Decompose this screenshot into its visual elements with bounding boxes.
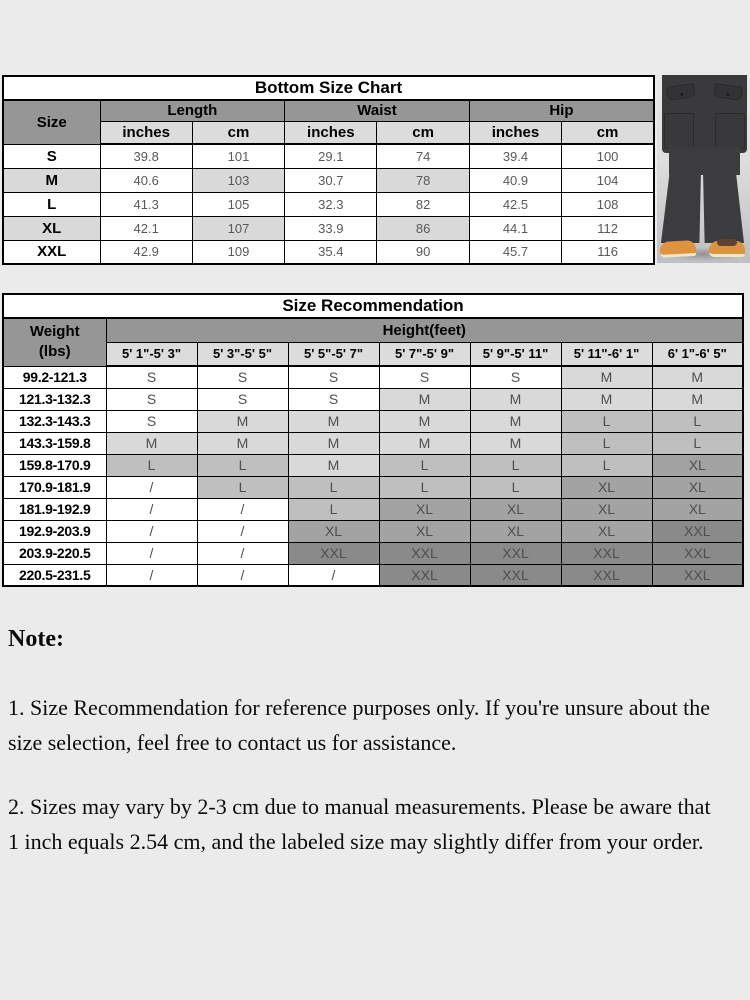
recommendation-cell: XXL bbox=[379, 564, 470, 586]
note-item-2: 2. Sizes may vary by 2-3 cm due to manual measurements. Please be aware that 1 inch equals 2.54 cm, and the labeled size may slightly differ from your order. bbox=[8, 794, 711, 854]
recommendation-cell: M bbox=[652, 388, 743, 410]
recommendation-cell: S bbox=[106, 388, 197, 410]
recommendation-cell: XL bbox=[652, 498, 743, 520]
table-row bbox=[3, 366, 743, 388]
measurement-cell: 39.8 bbox=[100, 144, 192, 168]
recommendation-cell: L bbox=[652, 410, 743, 432]
size-recommendation-section bbox=[2, 293, 744, 587]
recommendation-cell: M bbox=[561, 366, 652, 388]
bottom-size-chart-table bbox=[2, 75, 655, 265]
measurement-cell: 39.4 bbox=[469, 144, 561, 168]
recommendation-cell: S bbox=[288, 388, 379, 410]
measurement-cell: 90 bbox=[377, 240, 469, 264]
recommendation-cell: S bbox=[106, 366, 197, 388]
recommendation-cell: XL bbox=[379, 498, 470, 520]
recommendation-cell: S bbox=[197, 366, 288, 388]
recommendation-cell: M bbox=[470, 410, 561, 432]
height-header: Height(feet) bbox=[106, 318, 743, 342]
measurement-cell: 40.9 bbox=[469, 168, 561, 192]
recommendation-cell: M bbox=[288, 454, 379, 476]
jacket bbox=[662, 75, 747, 153]
recommendation-cell: XXL bbox=[561, 542, 652, 564]
recommendation-cell: XXL bbox=[561, 564, 652, 586]
jacket-pocket-flap-left bbox=[666, 83, 696, 101]
recommendation-cell: / bbox=[106, 542, 197, 564]
size-recommendation-title: Size Recommendation bbox=[3, 294, 743, 318]
table-row bbox=[3, 498, 743, 520]
measurement-cell: 32.3 bbox=[285, 192, 377, 216]
waist-group-header: Waist bbox=[285, 100, 470, 121]
table-row bbox=[3, 476, 743, 498]
recommendation-cell: XXL bbox=[379, 542, 470, 564]
measurement-cell: 82 bbox=[377, 192, 469, 216]
measurement-cell: 100 bbox=[562, 144, 654, 168]
weight-cell: 99.2-121.3 bbox=[3, 366, 106, 388]
recommendation-cell: S bbox=[379, 366, 470, 388]
measurement-cell: 45.7 bbox=[469, 240, 561, 264]
measurement-cell: 112 bbox=[562, 216, 654, 240]
measurement-cell: 109 bbox=[192, 240, 284, 264]
height-range-header: 6' 1"-6' 5" bbox=[652, 342, 743, 366]
notes-section bbox=[8, 626, 724, 859]
bottom-size-chart-title: Bottom Size Chart bbox=[3, 76, 654, 100]
recommendation-cell: XXL bbox=[652, 542, 743, 564]
height-range-row bbox=[3, 342, 743, 366]
recommendation-cell: / bbox=[106, 520, 197, 542]
table-title-row bbox=[3, 294, 743, 318]
recommendation-cell: S bbox=[288, 366, 379, 388]
measurement-cell: 35.4 bbox=[285, 240, 377, 264]
weight-cell: 121.3-132.3 bbox=[3, 388, 106, 410]
cargo-pocket-right bbox=[715, 113, 745, 149]
table-header-row bbox=[3, 318, 743, 342]
measurement-cell: 116 bbox=[562, 240, 654, 264]
weight-cell: 143.3-159.8 bbox=[3, 432, 106, 454]
recommendation-cell: M bbox=[288, 432, 379, 454]
height-range-header: 5' 9"-5' 11" bbox=[470, 342, 561, 366]
recommendation-cell: XL bbox=[561, 520, 652, 542]
shoe-right bbox=[709, 241, 745, 257]
jacket-pocket-flap-right bbox=[713, 83, 743, 101]
weight-cell: 170.9-181.9 bbox=[3, 476, 106, 498]
measurement-cell: 74 bbox=[377, 144, 469, 168]
note-item-1: 1. Size Recommendation for reference purposes only. If you're unsure about the size selection, feel free to contact us for assistance. bbox=[8, 695, 711, 755]
recommendation-cell: S bbox=[197, 388, 288, 410]
measurement-cell: 105 bbox=[192, 192, 284, 216]
recommendation-cell: L bbox=[470, 454, 561, 476]
recommendation-cell: / bbox=[197, 520, 288, 542]
recommendation-cell: XL bbox=[470, 520, 561, 542]
recommendation-cell: L bbox=[470, 476, 561, 498]
bottom-size-chart-section bbox=[2, 75, 655, 265]
unit-header-row bbox=[3, 121, 654, 144]
unit-header: cm bbox=[377, 121, 469, 144]
recommendation-cell: M bbox=[288, 410, 379, 432]
table-title-row bbox=[3, 76, 654, 100]
recommendation-cell: M bbox=[379, 432, 470, 454]
unit-header: inches bbox=[100, 121, 192, 144]
measurement-cell: 40.6 bbox=[100, 168, 192, 192]
recommendation-cell: XL bbox=[652, 476, 743, 498]
recommendation-cell: S bbox=[470, 366, 561, 388]
recommendation-cell: L bbox=[379, 476, 470, 498]
measurement-cell: 103 bbox=[192, 168, 284, 192]
recommendation-cell: M bbox=[470, 388, 561, 410]
shoe-lace bbox=[717, 239, 737, 246]
table-header-row bbox=[3, 100, 654, 121]
size-cell: S bbox=[3, 144, 100, 168]
measurement-cell: 108 bbox=[562, 192, 654, 216]
recommendation-cell: L bbox=[561, 410, 652, 432]
table-row bbox=[3, 432, 743, 454]
table-row bbox=[3, 192, 654, 216]
size-cell: L bbox=[3, 192, 100, 216]
length-group-header: Length bbox=[100, 100, 285, 121]
recommendation-cell: L bbox=[197, 476, 288, 498]
recommendation-cell: M bbox=[197, 410, 288, 432]
table-row bbox=[3, 454, 743, 476]
recommendation-cell: XXL bbox=[652, 520, 743, 542]
recommendation-cell: S bbox=[106, 410, 197, 432]
table-row bbox=[3, 410, 743, 432]
measurement-cell: 42.1 bbox=[100, 216, 192, 240]
measurement-cell: 78 bbox=[377, 168, 469, 192]
measurement-cell: 107 bbox=[192, 216, 284, 240]
table-row bbox=[3, 168, 654, 192]
weight-header-line1: Weight bbox=[29, 323, 80, 340]
measurement-cell: 42.9 bbox=[100, 240, 192, 264]
hip-group-header: Hip bbox=[469, 100, 654, 121]
table-row bbox=[3, 144, 654, 168]
size-cell: M bbox=[3, 168, 100, 192]
height-range-header: 5' 3"-5' 5" bbox=[197, 342, 288, 366]
height-range-header: 5' 1"-5' 3" bbox=[106, 342, 197, 366]
recommendation-cell: XXL bbox=[470, 542, 561, 564]
measurement-cell: 41.3 bbox=[100, 192, 192, 216]
recommendation-cell: XL bbox=[379, 520, 470, 542]
measurement-cell: 101 bbox=[192, 144, 284, 168]
table-row bbox=[3, 542, 743, 564]
recommendation-cell: XXL bbox=[470, 564, 561, 586]
recommendation-cell: / bbox=[106, 476, 197, 498]
product-photo bbox=[657, 75, 750, 263]
weight-cell: 203.9-220.5 bbox=[3, 542, 106, 564]
recommendation-cell: XXL bbox=[288, 542, 379, 564]
unit-header: inches bbox=[285, 121, 377, 144]
pants-hips bbox=[669, 147, 740, 175]
recommendation-cell: XL bbox=[561, 498, 652, 520]
weight-cell: 181.9-192.9 bbox=[3, 498, 106, 520]
recommendation-cell: / bbox=[197, 498, 288, 520]
recommendation-cell: L bbox=[561, 454, 652, 476]
weight-cell: 159.8-170.9 bbox=[3, 454, 106, 476]
measurement-cell: 30.7 bbox=[285, 168, 377, 192]
table-row bbox=[3, 520, 743, 542]
pants-leg-left bbox=[661, 171, 701, 243]
recommendation-cell: L bbox=[106, 454, 197, 476]
recommendation-cell: L bbox=[379, 454, 470, 476]
weight-header-line2: (lbs) bbox=[38, 343, 71, 361]
recommendation-cell: / bbox=[197, 542, 288, 564]
table-row bbox=[3, 388, 743, 410]
recommendation-cell: L bbox=[561, 432, 652, 454]
measurement-cell: 86 bbox=[377, 216, 469, 240]
recommendation-cell: M bbox=[379, 388, 470, 410]
recommendation-cell: XL bbox=[288, 520, 379, 542]
pants-leg-right bbox=[703, 171, 744, 243]
recommendation-cell: M bbox=[197, 432, 288, 454]
size-column-header: Size bbox=[3, 100, 100, 144]
measurement-cell: 104 bbox=[562, 168, 654, 192]
size-recommendation-table bbox=[2, 293, 744, 587]
weight-cell: 220.5-231.5 bbox=[3, 564, 106, 586]
recommendation-cell: L bbox=[288, 476, 379, 498]
recommendation-cell: / bbox=[106, 498, 197, 520]
recommendation-cell: M bbox=[106, 432, 197, 454]
recommendation-cell: XL bbox=[561, 476, 652, 498]
shoe-left bbox=[660, 240, 697, 258]
notes-heading: Note: bbox=[8, 626, 64, 652]
recommendation-cell: M bbox=[379, 410, 470, 432]
unit-header: inches bbox=[469, 121, 561, 144]
measurement-cell: 44.1 bbox=[469, 216, 561, 240]
measurement-cell: 42.5 bbox=[469, 192, 561, 216]
recommendation-cell: / bbox=[288, 564, 379, 586]
weight-cell: 192.9-203.9 bbox=[3, 520, 106, 542]
recommendation-cell: L bbox=[652, 432, 743, 454]
unit-header: cm bbox=[562, 121, 654, 144]
recommendation-cell: XXL bbox=[652, 564, 743, 586]
unit-header: cm bbox=[192, 121, 284, 144]
recommendation-cell: XL bbox=[652, 454, 743, 476]
table-row bbox=[3, 216, 654, 240]
recommendation-cell: XL bbox=[470, 498, 561, 520]
recommendation-cell: / bbox=[197, 564, 288, 586]
recommendation-cell: L bbox=[288, 498, 379, 520]
recommendation-cell: M bbox=[561, 388, 652, 410]
height-range-header: 5' 5"-5' 7" bbox=[288, 342, 379, 366]
height-range-header: 5' 11"-6' 1" bbox=[561, 342, 652, 366]
recommendation-cell: / bbox=[106, 564, 197, 586]
height-range-header: 5' 7"-5' 9" bbox=[379, 342, 470, 366]
weight-column-header bbox=[3, 318, 106, 366]
measurement-cell: 33.9 bbox=[285, 216, 377, 240]
table-row bbox=[3, 564, 743, 586]
size-cell: XXL bbox=[3, 240, 100, 264]
measurement-cell: 29.1 bbox=[285, 144, 377, 168]
recommendation-cell: L bbox=[197, 454, 288, 476]
weight-cell: 132.3-143.3 bbox=[3, 410, 106, 432]
recommendation-cell: M bbox=[652, 366, 743, 388]
table-row bbox=[3, 240, 654, 264]
cargo-pocket-left bbox=[664, 113, 694, 149]
recommendation-cell: M bbox=[470, 432, 561, 454]
size-cell: XL bbox=[3, 216, 100, 240]
